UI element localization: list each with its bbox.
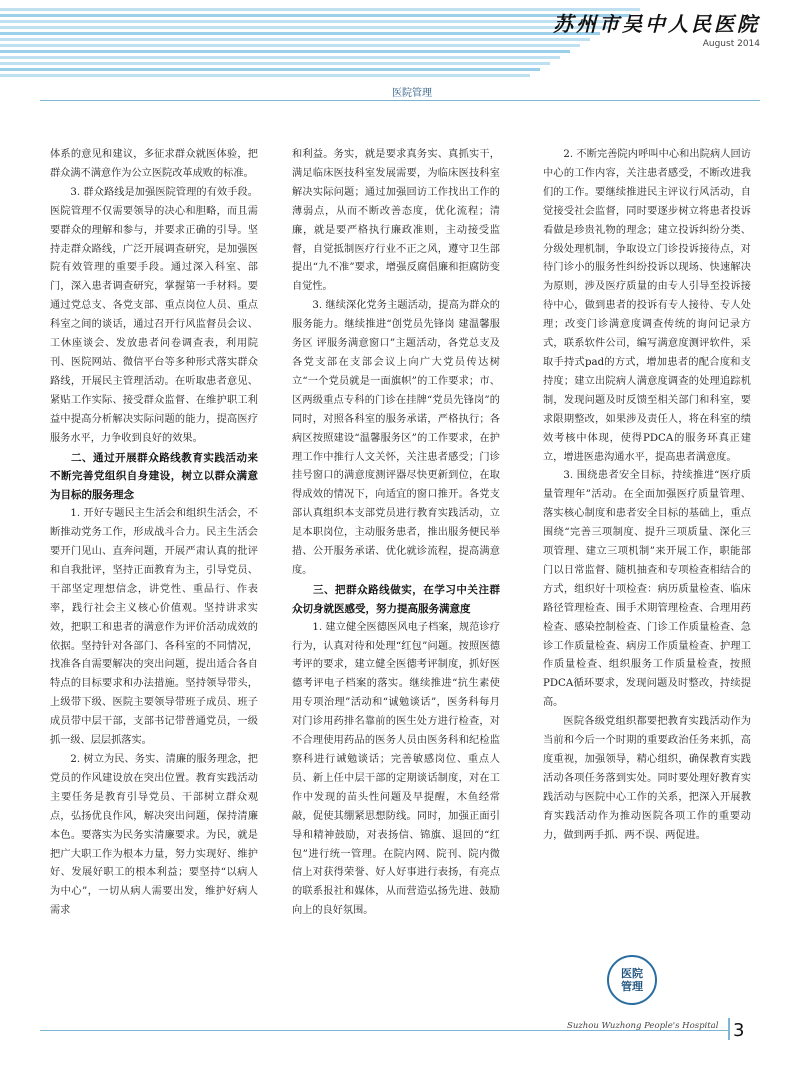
section-heading: 二、通过开展群众路线教育实践活动来不断完善党组织自身建设，树立以群众满意为目标的服务理念 (50, 451, 258, 502)
footer-hospital-name: Suzhou Wuzhong People's Hospital (567, 1021, 719, 1031)
page-number: 3 (733, 1020, 745, 1041)
header-stripe (0, 14, 630, 17)
paragraph: 2. 树立为民、务实、清廉的服务理念，把党员的作风建设放在突出位置。教育实践活动主要任务是教育引导党员、干部树立群众观点，弘扬优良作风，解决突出问题，保持清廉本色。要落实为民务实清廉要求。为民，就是把广大职工作为根本力量，努力实现好、维护好、发展好职工的根本利益；要坚持“以病人为中心”，一切从病人需要出发，维护好病人需求 (50, 754, 258, 917)
paragraph: 1. 开好专题民主生活会和组织生活会，不断推动党务工作，形成战斗合力。民主生活会要开门见山、直奔问题，开展严肃认真的批评和自我批评，坚持正面教育为主，引导党员、干部坚定理想信念，讲党性、重品行、作表率，践行社会主义核心价值观。坚持讲求实效，把职工和患者的满意作为评价活动成效的依据。坚持针对各部门、各科室的不同情况，找准各自需要解决的突出问题，提出适合各自特点的目标要求和办法措施。坚持领导带头，上级带下级、医院主要领导带班子成员、班子成员带中层干部，支部书记带普通党员，一级抓一级、层层抓落实。 (50, 508, 258, 747)
header-stripe (0, 44, 580, 47)
section-heading: 三、把群众路线做实，在学习中关注群众切身就医感受，努力提高服务满意度 (292, 583, 500, 615)
paragraph: 3. 继续深化党务主题活动，提高为群众的服务能力。继续推进“创党员先锋岗 建温馨服务区 评服务满意窗口”主题活动，各党总支及各党支部在支部会议上向广大党员传达树立“一个党员就是一面旗帜”的工作要求；市、区两级重点专科的门诊在挂牌“党员先锋岗”的同时，对照各科室的服务承诺，严格执行；各病区按照建设“温馨服务区”的工作要求，在护理工作中推行人文关怀，关注患者感受；门诊挂号窗口的满意度测评器尽快更新到位，在取得成效的情况下，向适宜的窗口推开。各党支部认真组织本支部党员进行教育实践活动，立足本职岗位，主动服务患者，推出服务便民举措、公开服务承诺、优化就诊流程，提高满意度。 (292, 300, 500, 576)
article-column-1 (50, 146, 258, 921)
paragraph: 和利益。务实，就是要求真务实、真抓实干，满足临床医技科室发展需要，为临床医技科室解决实际问题；通过加强回访工作找出工作的薄弱点，从而不断改善态度，优化流程；清廉，就是要严格执行廉政准则，主动接受监督，自觉抵制医疗行业不正之风，遵守卫生部提出“九不准”要求，增强反腐倡廉和拒腐防变自觉性。 (292, 149, 500, 293)
page-number-bar (728, 1018, 730, 1040)
header-stripe (0, 26, 610, 29)
section-badge-text: 医院管理 (621, 967, 643, 993)
paragraph: 医院各级党组织都要把教育实践活动作为当前和今后一个时期的重要政治任务来抓，高度重视，加强领导，精心组织，确保教育实践活动各项任务落到实处。同时要处理好教育实践活动与医院中心工作的关系，把深入开展教育实践活动作为推动医院各项工作的重要动力，做到两手抓、两不误、两促进。 (543, 716, 751, 841)
masthead (553, 8, 760, 49)
header-stripe (0, 50, 570, 53)
issue-date: August 2014 (702, 39, 760, 49)
article-column-3 (543, 146, 751, 846)
paragraph: 1. 建立健全医德医风电子档案，规范诊疗行为，认真对待和处理“红包”问题。按照医德考评的要求，建立健全医德考评制度，抓好医德考评电子档案的落实。继续推进“抗生素使用专项治理”活动和“诚勉谈话”，医务科每月对门诊用药排名靠前的医生处方进行检查，对不合理使用药品的医务人员由医务科和纪检监察科进行诫勉谈话；完善敏感岗位、重点人员、新上任中层干部的定期谈话制度，对在工作中发现的苗头性问题及早提醒，木鱼经常敲，促使其绷紧思想防线。同时，加强正面引导和精神鼓励，对表扬信、锦旗、退回的“红包”进行统一管理。在院内网、院刊、院内微信上对获得荣誉、好人好事进行表扬，有亮点的联系报社和媒体，从而营造弘扬先进、鼓励向上的良好氛围。 (292, 621, 500, 917)
header-stripe (0, 38, 590, 41)
header-stripe (0, 32, 600, 35)
paragraph: 2. 不断完善院内呼叫中心和出院病人回访中心的工作内容，关注患者感受，不断改进我们的工作。要继续推进民主评议行风活动，自觉接受社会监督，同时要逐步树立将患者投诉看做是珍贵礼物的理念；建立投诉纠纷分类、分级处理机制，争取设立门诊投诉接待点，对待门诊小的服务性纠纷投诉以现场、快速解决为原则，涉及医疗质量的由专人引导至投诉接待中心，做到患者的投诉有专人接待、专人处理；改变门诊满意度调查传统的询问记录方式，联系软件公司，编写满意度测评软件，采取手持式pad的方式，增加患者的配合度和支持度；建立出院病人满意度调查的处理追踪机制，发现问题及时反馈至相关部门和科室，要求限期整改，如果涉及责任人，将在科室的绩效考核中体现，使得PDCA的服务环真正建立，增进医患沟通水平，提高患者满意度。 (543, 149, 751, 463)
header-stripe (0, 74, 530, 77)
section-label: 医院管理 (392, 88, 432, 99)
paragraph: 3. 群众路线是加强医院管理的有效手段。医院管理不仅需要领导的决心和胆略，而且需要群众的理解和参与，并要求正确的引导。坚持走群众路线，广泛开展调查研究，是加强医院有效管理的重要手段。通过深入科室、部门，深入患者调查研究，掌握第一手材料。要通过党总支、各党支部、重点岗位人员、重点科室之间的谈话，通过召开行风监督员会议、工休座谈会、发放患者问卷调查表，利用院刊、医院网站、微信平台等多种形式落实群众路线，开展民主管理活动。在听取患者意见、紧贴工作实际、接受群众监督、在维护职工利益中提高分析解决实际问题的能力，提高医疗服务水平，力争收到良好的效果。 (50, 186, 258, 444)
hospital-name: 苏州市吴中人民医院 (553, 12, 760, 36)
header-divider (40, 100, 760, 101)
header-stripe (0, 56, 560, 59)
paragraph: 3. 围绕患者安全目标，持续推进“医疗质量管理年”活动。在全面加强医疗质量管理、落实核心制度和患者安全目标的基础上，重点围绕“完善三项制度、提升三项质量、深化三项管理、建立三项机制”来开展工作，职能部门以日常监督、随机抽查和专项检查相结合的方式，组织好十项检查：病历质量检查、临床路径管理检查、围手术期管理检查、合理用药检查、感染控制检查、门诊工作质量检查、急诊工作质量检查、病房工作质量检查、护理工作质量检查、组织服务工作质量检查，按照PDCA循环要求，发现问题及时整改，持续提高。 (543, 470, 751, 709)
header-stripe (0, 8, 640, 11)
paragraph: 体系的意见和建议，多征求群众就医体验，把群众满不满意作为公立医院改革成败的标准。 (50, 149, 258, 179)
article-column-2 (292, 146, 500, 921)
section-badge (607, 955, 657, 1005)
header-stripe (0, 68, 540, 71)
header-stripe (0, 62, 550, 65)
header-stripe (0, 20, 620, 23)
